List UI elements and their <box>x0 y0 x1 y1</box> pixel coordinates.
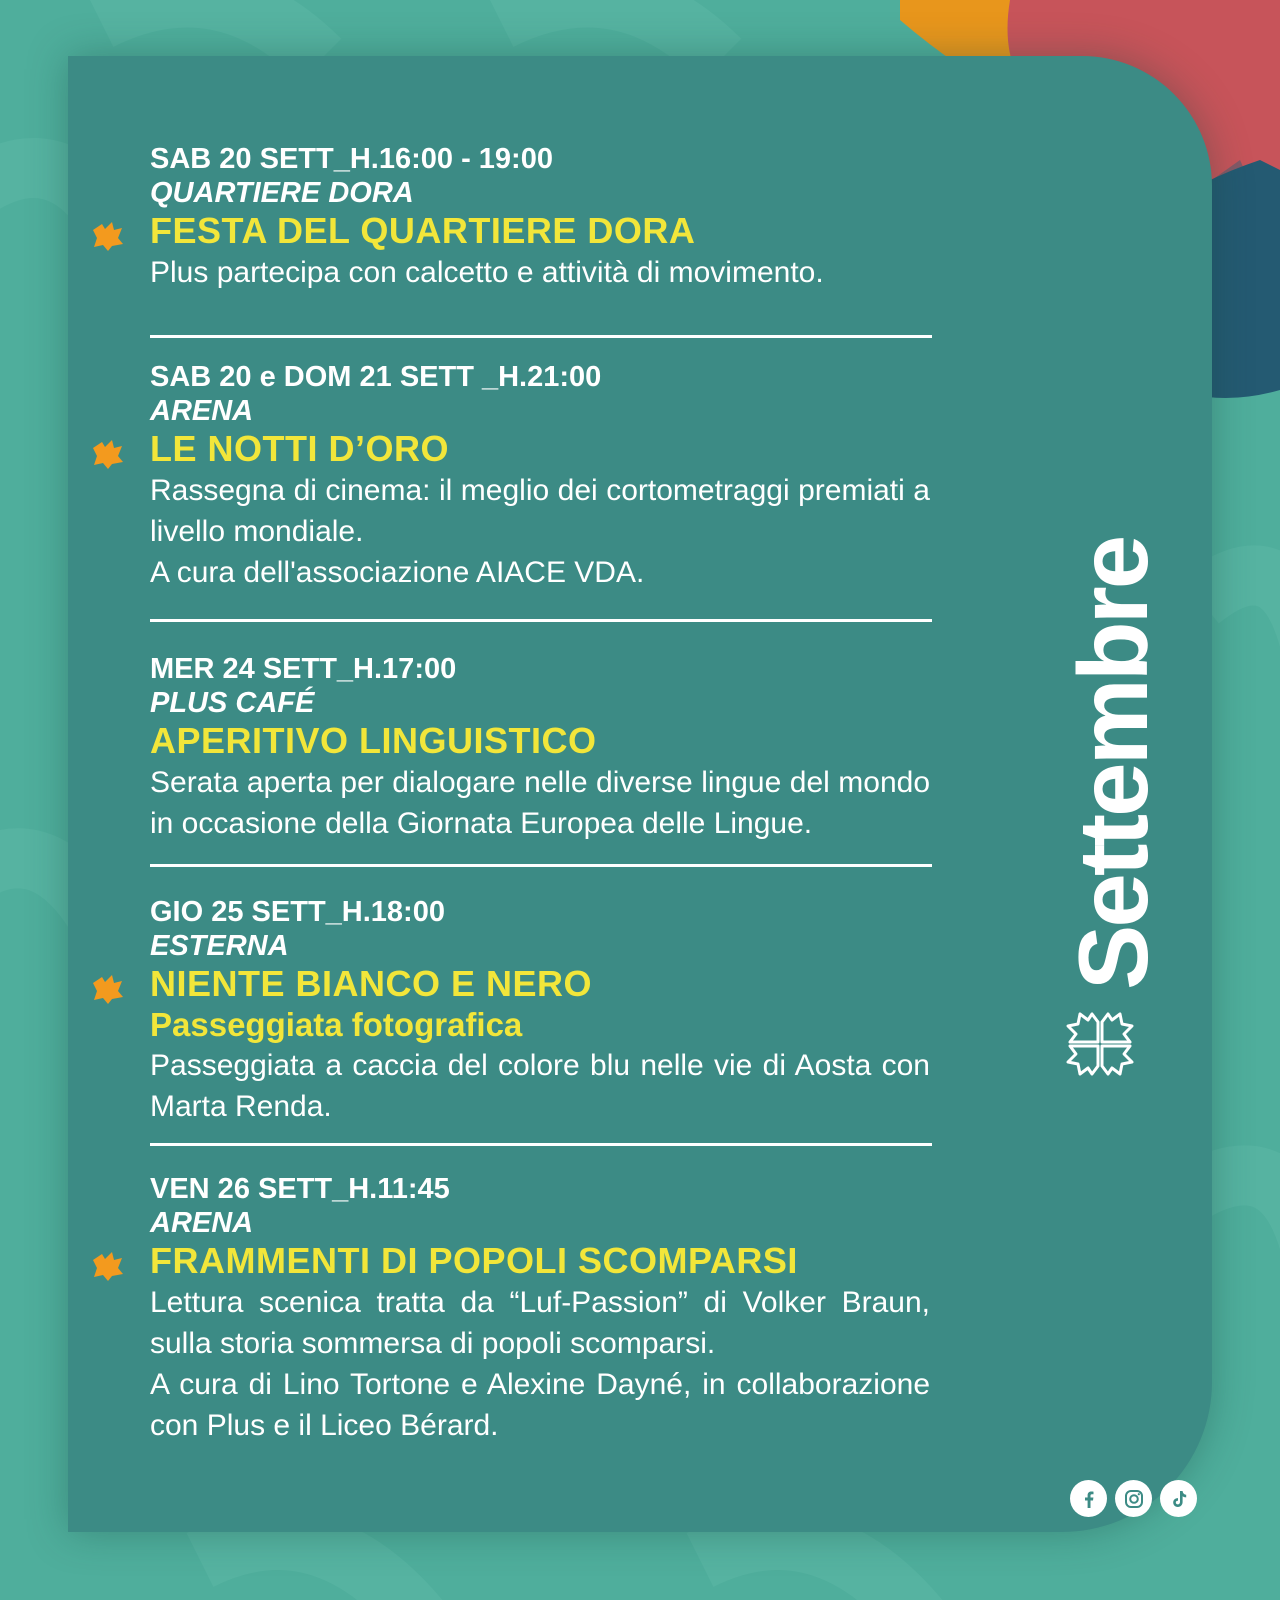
event-description <box>150 1045 930 1127</box>
events-list <box>150 142 930 1446</box>
event-location: PLUS CAFÉ <box>150 687 315 719</box>
event-description-line: Serata aperta per dialogare nelle diverse lingue del mondo in occasione della Giornata Europea delle Lingue. <box>150 766 930 840</box>
event-datetime: MER 24 SETT_H.17:00 <box>150 653 457 685</box>
event-location: ARENA <box>150 395 254 427</box>
event-item <box>150 142 930 293</box>
divider <box>150 864 932 867</box>
event-title: LE NOTTI D’ORO <box>150 428 449 469</box>
leaf-icon <box>90 973 124 1005</box>
event-location: ESTERNA <box>150 930 289 962</box>
event-description-line: Rassegna di cinema: il meglio dei cortometraggi premiati a livello mondiale. <box>150 474 930 548</box>
event-title: APERITIVO LINGUISTICO <box>150 720 597 761</box>
leaf-icon <box>90 1250 124 1282</box>
event-title: FRAMMENTI DI POPOLI SCOMPARSI <box>150 1240 798 1281</box>
divider <box>150 1143 932 1146</box>
event-title: FESTA DEL QUARTIERE DORA <box>150 210 696 251</box>
event-subtitle: Passeggiata fotografica <box>150 1006 523 1043</box>
event-description-line: Plus partecipa con calcetto e attività di movimento. <box>150 256 824 289</box>
event-datetime: GIO 25 SETT_H.18:00 <box>150 896 445 928</box>
leaf-icon <box>90 220 124 252</box>
event-item <box>150 652 930 844</box>
event-description <box>150 470 930 593</box>
event-datetime: SAB 20 e DOM 21 SETT _H.21:00 <box>150 361 602 393</box>
event-location: QUARTIERE DORA <box>150 177 414 209</box>
event-datetime: VEN 26 SETT_H.11:45 <box>150 1173 450 1205</box>
event-location: ARENA <box>150 1207 254 1239</box>
event-description-line: Passeggiata a caccia del colore blu nelle vie di Aosta con Marta Renda. <box>150 1049 930 1123</box>
leaf-icon <box>90 438 124 470</box>
facebook-icon[interactable] <box>1070 1480 1107 1517</box>
event-description <box>150 762 930 844</box>
event-datetime: SAB 20 SETT_H.16:00 - 19:00 <box>150 143 553 175</box>
divider <box>150 335 932 338</box>
event-description-line: Lettura scenica tratta da “Luf-Passion” di Volker Braun, sulla storia sommersa di popoli scomparsi. <box>150 1286 930 1360</box>
divider <box>150 619 932 622</box>
event-description-line: A cura di Lino Tortone e Alexine Dayné, in collaborazione con Plus e il Liceo Bérard. <box>150 1368 930 1442</box>
event-title: NIENTE BIANCO E NERO <box>150 963 593 1004</box>
social-links <box>1070 1480 1197 1517</box>
instagram-icon[interactable] <box>1115 1480 1152 1517</box>
tiktok-icon[interactable] <box>1160 1480 1197 1517</box>
event-description-line: A cura dell'associazione AIACE VDA. <box>150 556 645 589</box>
month-title: Settembre <box>1058 537 1168 990</box>
event-item <box>150 360 930 593</box>
event-item <box>150 1172 930 1446</box>
event-description <box>150 1282 930 1446</box>
event-description <box>150 252 930 293</box>
event-item <box>150 895 930 1127</box>
leaf-logo-icon <box>1064 1008 1136 1080</box>
